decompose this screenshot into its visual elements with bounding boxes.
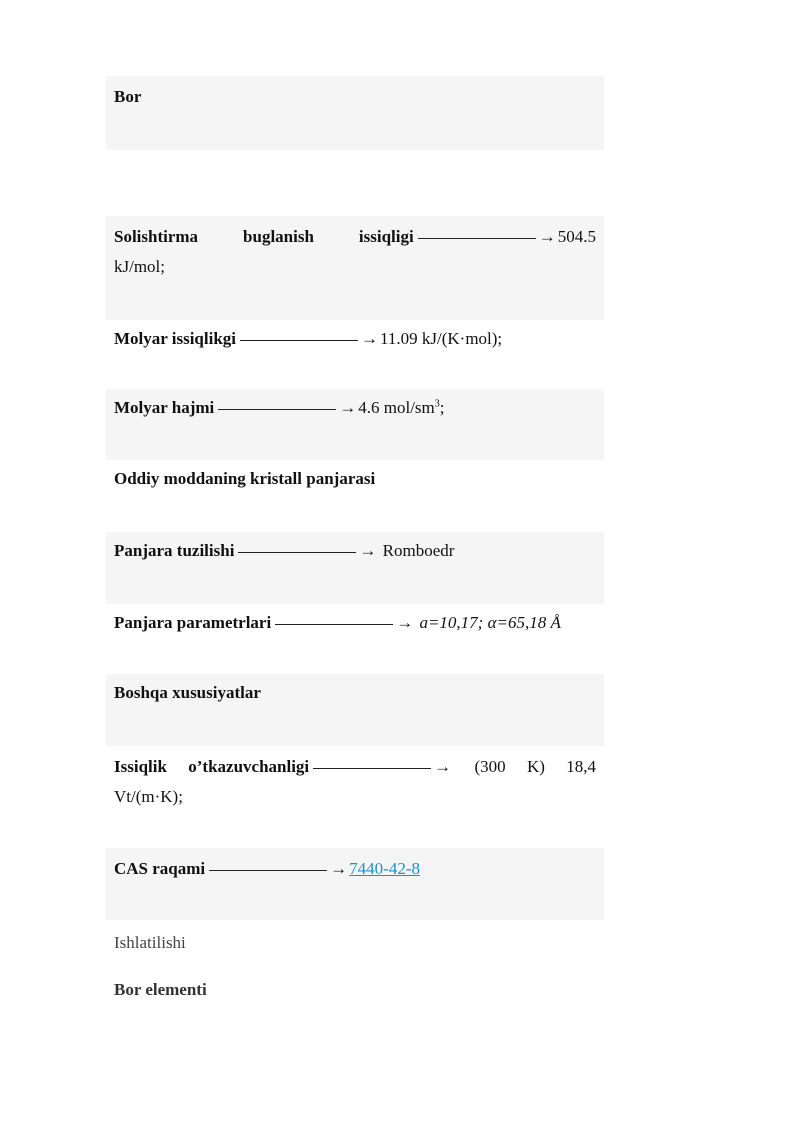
leader-rule (313, 768, 431, 769)
molar-volume-exponent: 3 (434, 398, 440, 410)
arrow-icon: → (361, 329, 379, 348)
vaporization-value: 504.5 (557, 227, 596, 246)
page-title: Bor (114, 87, 142, 106)
crystal-heading-block (106, 460, 604, 532)
thermal-line-1 (114, 752, 596, 782)
leader-rule (238, 552, 356, 553)
leader-rule (275, 624, 393, 625)
usage-block (106, 928, 604, 962)
lattice-params-label: Panjara parametrlari (114, 613, 272, 632)
arrow-icon: → (359, 541, 377, 560)
vaporization-label-tail (359, 222, 596, 252)
thermal-value-part-2: K) (526, 757, 545, 776)
other-heading: Boshqa xususiyatlar (114, 683, 261, 702)
thermal-value-part-1: (300 (474, 757, 506, 776)
thermal-label-word-2: o’tkazuvchanligi (188, 757, 310, 776)
molar-volume-block (106, 389, 604, 460)
lattice-params-block (106, 604, 604, 674)
thermal-value-part-3: 18,4 (566, 757, 596, 776)
leader-rule (209, 870, 327, 871)
leader-rule (418, 238, 536, 239)
thermal-label-tail (188, 752, 453, 782)
cas-block (106, 848, 604, 920)
arrow-icon: → (434, 757, 452, 776)
molar-volume-tail: ; (439, 398, 445, 417)
molar-heat-value: 11.09 kJ/(K·mol); (380, 329, 503, 348)
arrow-icon: → (396, 613, 414, 632)
lattice-structure-label: Panjara tuzilishi (114, 541, 235, 560)
cas-label: CAS raqami (114, 859, 206, 878)
lattice-structure-value: Romboedr (382, 541, 455, 560)
molar-heat-block (106, 320, 604, 388)
vaporization-label-word-2: buglanish (243, 227, 314, 246)
lattice-params-value: a=10,17; α=65,18 Å (419, 613, 561, 632)
vaporization-label-word-1: Solishtirma (114, 227, 199, 246)
molar-volume-value: 4.6 mol/sm (358, 398, 435, 417)
arrow-icon: → (339, 398, 357, 417)
molar-volume-label: Molyar hajmi (114, 398, 215, 417)
arrow-icon: → (538, 227, 556, 246)
leader-rule (240, 340, 358, 341)
crystal-heading: Oddiy moddaning kristall panjarasi (114, 469, 376, 488)
title-block (106, 76, 604, 150)
thermal-conductivity-block (106, 746, 604, 846)
thermal-line-2: Vt/(m·K); (114, 787, 183, 806)
element-heading: Bor elementi (114, 980, 207, 999)
usage-heading: Ishlatilishi (114, 933, 186, 952)
vaporization-label-word-3: issiqligi (358, 227, 414, 246)
other-heading-block (106, 674, 604, 746)
vaporization-line-2: kJ/mol; (114, 257, 166, 276)
element-block (106, 975, 604, 1009)
cas-number-link[interactable]: 7440-42-8 (349, 859, 420, 878)
leader-rule (218, 409, 336, 410)
thermal-label-word-1: Issiqlik (114, 757, 167, 776)
arrow-icon: → (330, 859, 348, 878)
vaporization-block (106, 216, 604, 320)
lattice-structure-block (106, 532, 604, 604)
vaporization-line-1 (114, 222, 596, 252)
molar-heat-label: Molyar issiqlikgi (114, 329, 237, 348)
